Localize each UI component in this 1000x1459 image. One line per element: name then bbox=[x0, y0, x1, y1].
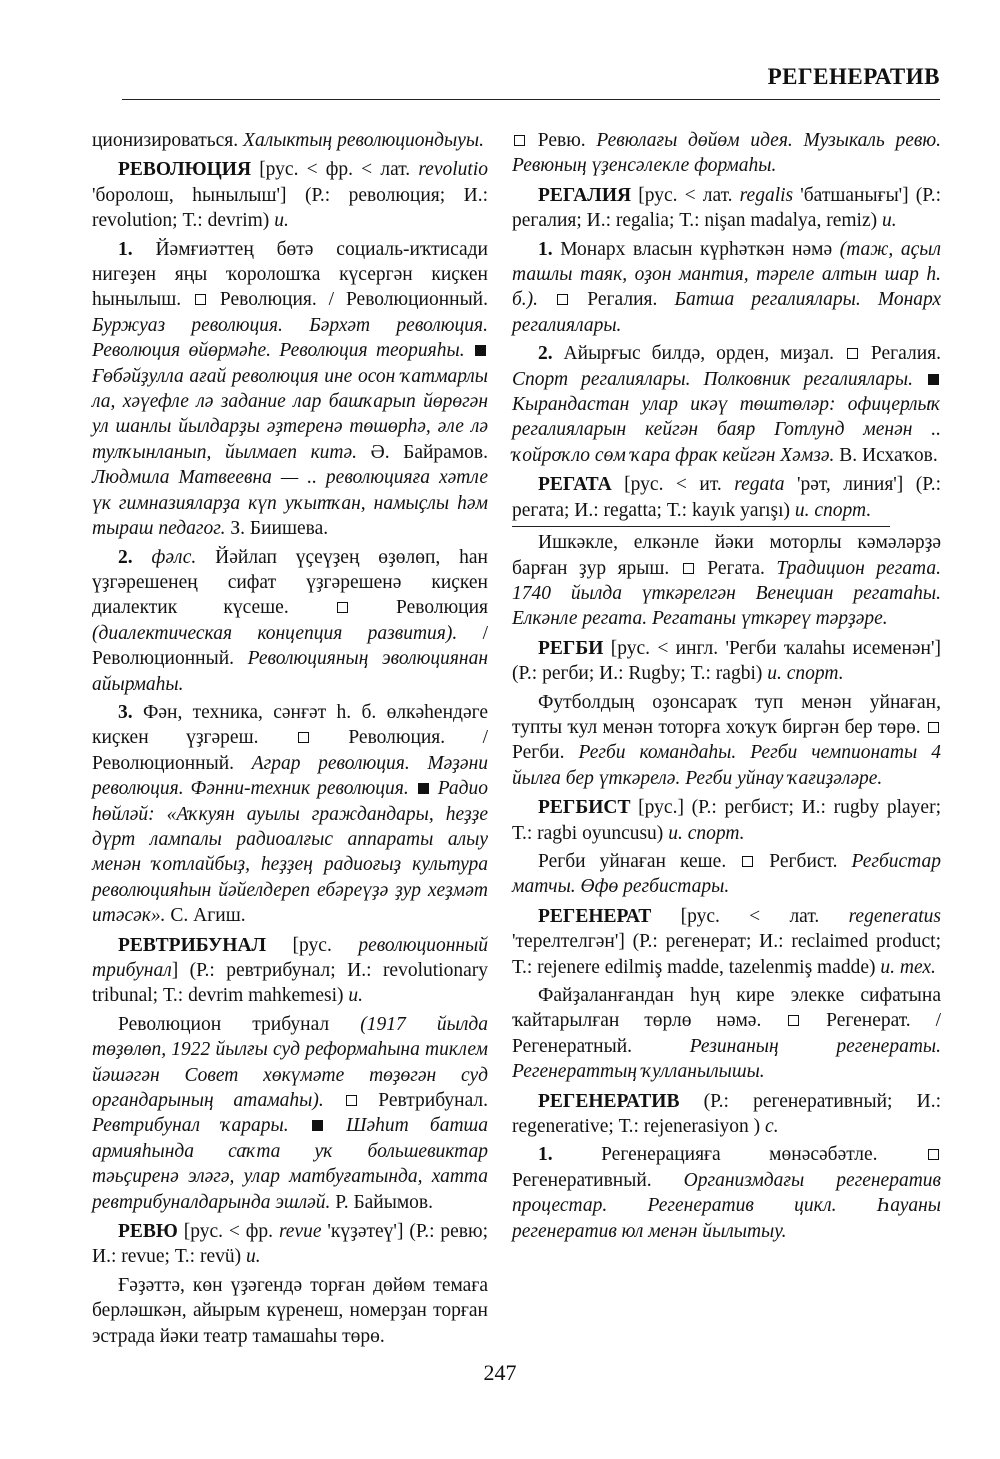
russian-equivalent: Регбист. bbox=[755, 850, 852, 872]
entry-rugbyist bbox=[512, 795, 941, 846]
entry-revolution bbox=[92, 157, 488, 233]
quote-author: З. Биишева. bbox=[225, 518, 329, 540]
sense-number: 1. bbox=[538, 1144, 553, 1166]
square-icon bbox=[683, 563, 694, 574]
domain-label: фәлс. bbox=[132, 546, 197, 568]
quotation: Радио һөйләй: «Аҡкуян ауылы граждандары, һеҙҙе дүрт лампалы радиоалғыс аппараты алыу менән ҡотлайбыҙ, һеҙҙең радиоғыҙ культура революцияһын йәйелдереп ебәреүҙә ҙур хеҙмәт итәсәк». bbox=[92, 778, 489, 927]
pos-label: и. спорт. bbox=[767, 663, 844, 685]
square-icon bbox=[847, 348, 858, 359]
etymology: [рус. bbox=[266, 934, 359, 956]
square-icon bbox=[346, 1095, 357, 1106]
quote-author: В. Исхаҡов. bbox=[834, 444, 938, 466]
square-icon bbox=[928, 722, 939, 733]
entry-regenerat bbox=[512, 904, 941, 980]
sense-1 bbox=[512, 237, 941, 339]
filled-square-icon bbox=[475, 345, 486, 356]
examples: Батша регалиялары. Монарх регалиялары. bbox=[512, 289, 942, 336]
etymon: революционный трибунал bbox=[92, 934, 488, 981]
pos-label: и. спорт. bbox=[668, 822, 745, 844]
etymology: [рус. < лат. bbox=[631, 184, 740, 206]
right-column bbox=[512, 128, 941, 1244]
entry-regenerative bbox=[512, 1089, 941, 1140]
page-number: 247 bbox=[483, 1360, 517, 1385]
definition: Файҙаланғандан һуң кире элекке сифатына ҡайтарылған төрлө нәмә. bbox=[512, 985, 941, 1032]
headword: РЕГЕНЕРАТ bbox=[538, 905, 652, 927]
definition: Революцион трибунал bbox=[118, 1013, 361, 1035]
etymon: revolutio bbox=[418, 159, 488, 181]
sense-1 bbox=[92, 237, 488, 542]
etymology: 'терелтелгән'] (Р.: регенерат; И.: reclaimed product; Т.: rejenere edilmiş madde, tazelenmiş madde) bbox=[512, 931, 941, 978]
examples: Буржуаз революция. Бәрхәт революция. Революция өйөрмәһе. Революция теорияһы. bbox=[92, 314, 488, 362]
russian-equivalent: Революция bbox=[349, 597, 488, 619]
filled-square-icon bbox=[312, 1120, 323, 1131]
definition: Йәйлап үҫеүҙең өҙөлөп, һан үҙгәрешенең сифат үҙгәрешенә киҫкен диалектик күсеше. bbox=[92, 546, 488, 619]
etymology: 'рәт, линия'] (Р.: регата; И.: regatta; Т.: kayık yarışı) bbox=[512, 474, 941, 521]
definition: Айырғыс билдә, орден, миҙал. bbox=[552, 343, 845, 365]
pos-label: и. bbox=[348, 985, 363, 1007]
square-icon bbox=[788, 1015, 799, 1026]
filled-square-icon bbox=[928, 374, 939, 385]
definition: Монарх власын күрһәткән нәмә bbox=[552, 238, 840, 260]
filled-square-icon bbox=[418, 783, 429, 794]
examples: Ревюлағы дөйөм идея. Музыкаль ревю. Ревюның үҙенсәлекле формаһы. bbox=[512, 130, 941, 177]
gloss: (диалектическая концепция развития). bbox=[92, 622, 458, 644]
etymology: 'боролош, һынылыш'] (Р.: революция; И.: revolution; Т.: devrim) bbox=[92, 184, 488, 232]
square-icon bbox=[298, 732, 309, 743]
square-icon bbox=[195, 294, 206, 305]
russian-equivalent: Регби. bbox=[512, 742, 579, 764]
etymology: ] (Р.: ревтрибунал; И.: revolutionary tribunal; Т.: devrim mahkemesi) bbox=[92, 960, 488, 1007]
etymon: regata bbox=[734, 474, 785, 496]
examples: Революцияның эволюциянан айырмаһы. bbox=[92, 648, 489, 695]
quotation: Шәһит батша армияһында саҡта уҡ большевиктар тәьҫиренә эләгә, улар матбуғатында, хатта ревтрибуналдарында эшләй. bbox=[92, 1115, 489, 1213]
entry-continuation bbox=[92, 128, 488, 153]
etymology: 'күҙәтеү'] (Р.: ревю; И.: revue; Т.: revü) bbox=[92, 1221, 488, 1268]
pos-label: и. bbox=[274, 210, 289, 232]
definition-paragraph bbox=[92, 1012, 488, 1215]
etymon: regeneratus bbox=[848, 905, 941, 927]
definition-paragraph bbox=[512, 983, 941, 1085]
sense-1 bbox=[512, 1142, 941, 1244]
etymon: regalis bbox=[739, 184, 794, 206]
sense-number: 2. bbox=[538, 343, 553, 365]
definition-paragraph bbox=[512, 530, 941, 632]
russian-equivalent: Регалия. bbox=[859, 343, 941, 365]
etymology: 'батшанығы'] (Р.: регалия; И.: regalia; Т.: nişan madalya, remiz) bbox=[512, 184, 941, 232]
definition-paragraph bbox=[92, 1273, 488, 1349]
definition-paragraph bbox=[512, 849, 941, 900]
gloss: (таж, аҫыл ташлы таяк, оҙон мантия, тәреле алтын шар һ. б.). bbox=[512, 238, 941, 311]
sense-number: 2. bbox=[118, 546, 133, 568]
left-column bbox=[92, 128, 488, 1349]
entry-revue bbox=[92, 1219, 488, 1270]
quotation: Кырандастан улар икәү төштөләр: офицерлыҡ регалияларын кейгән баяр Готлунд менән .. ҡойроҡло сөм ҡара фрак кейгән Хәмзә. bbox=[512, 394, 941, 466]
russian-equivalent: Ревтрибунал. bbox=[358, 1090, 488, 1112]
entry-continuation bbox=[512, 128, 941, 179]
definition-paragraph bbox=[512, 690, 941, 792]
quote-author: Р. Байымов. bbox=[330, 1191, 434, 1213]
etymology: [рус. < ингл. 'Регби ҡалаһы исеменән'] (Р.: регби; И.: Rugby; Т.: ragbi) bbox=[512, 637, 941, 685]
headword: РЕГБИСТ bbox=[538, 797, 631, 819]
russian-equivalent: Регенерат. / Регенератный. bbox=[512, 1010, 941, 1057]
definition: Фән, техника, сәнғәт һ. б. өлкәһендәге киҫкен үҙгәреш. bbox=[92, 701, 488, 749]
examples: Регбистар матчы. Өфө регбистары. bbox=[512, 850, 942, 898]
entry-rule bbox=[512, 526, 890, 527]
headword: РЕВТРИБУНАЛ bbox=[118, 934, 267, 956]
quote-author: С. Агиш. bbox=[165, 905, 246, 927]
pos-label: и. спорт. bbox=[794, 499, 872, 521]
examples: Регби командаһы. Регби чемпионаты 4 йылға бер үткәрелә. Регби уйнау ҡағиҙәләре. bbox=[512, 742, 941, 789]
sense-2 bbox=[512, 341, 941, 468]
square-icon bbox=[928, 1149, 939, 1160]
examples: Аграр революция. Мәҙәни революция. Фәнни-техник революция. bbox=[92, 752, 488, 800]
russian-equivalent: Революция. / Революционный. bbox=[208, 289, 488, 311]
quotation: Ғөбәйҙулла ағай революция ине осон ҡатмарлы ла, хәүефле лә задание лар башҡарып йөрөгән ул шанлы йылдарҙы әҙтеренә төшөрһә, әле лә тулҡынланып, йылмаеп китә. bbox=[92, 365, 488, 463]
sense-number: 1. bbox=[538, 238, 553, 260]
entry-rugby bbox=[512, 636, 941, 687]
definition: Ғәҙәттә, көн үҙәгендә торған дөйөм темаға берләшкән, айырым күренеш, номерҙан торған эстрада йәки театр тамашаһы төрө. bbox=[92, 1274, 488, 1347]
sense-3 bbox=[92, 700, 488, 929]
etymology: [рус. < лат. bbox=[651, 905, 849, 927]
square-icon bbox=[337, 602, 348, 613]
russian-equivalent: Ревю. bbox=[527, 130, 597, 151]
entry-regalia bbox=[512, 183, 941, 234]
pos-label: с. bbox=[765, 1116, 779, 1138]
sense-number: 3. bbox=[118, 701, 133, 723]
quote-author: Ә. Байрамов. bbox=[357, 441, 489, 463]
headword: РЕГЕНЕРАТИВ bbox=[538, 1090, 680, 1112]
example: Халыктың революциондыуы. bbox=[243, 130, 484, 151]
square-icon bbox=[742, 856, 753, 867]
sense-2 bbox=[92, 545, 488, 697]
examples: Организмдағы регенератив процестар. Регенератив цикл. Һауаны регенератив юл менән йылытыу. bbox=[512, 1169, 941, 1242]
russian-equivalent: / Революционный. bbox=[92, 622, 488, 670]
header-rule bbox=[122, 99, 940, 100]
headword: РЕГАТА bbox=[538, 474, 612, 496]
headword: РЕГАЛИЯ bbox=[538, 184, 632, 206]
pos-label: и. bbox=[881, 210, 897, 232]
etymology: (Р.: регенеративный; И.: regenerative; Т.: rejenerasiyon ) bbox=[512, 1090, 941, 1138]
definition: Футболдың оҙонсараҡ туп менән уйнаған, тупты ҡул менән тоторға хоҡуҡ биргән бер төрө. bbox=[512, 691, 941, 738]
definition: Йәмғиәттең бөтә социаль-иҡтисади нигеҙен яңы ҡоролошҡа күсергән киҫкен һынылыш. bbox=[92, 238, 488, 311]
russian-equivalent: Регенеративный. bbox=[512, 1169, 684, 1191]
pos-label: и. bbox=[246, 1246, 261, 1268]
russian-equivalent: Регата. bbox=[695, 557, 777, 579]
definition: Регби уйнаған кеше. bbox=[538, 850, 741, 872]
etymon: revue bbox=[278, 1221, 322, 1243]
examples: Резинаның регенераты. Регенераттың ҡулланылышы. bbox=[512, 1035, 941, 1083]
russian-equivalent: Регалия. bbox=[570, 289, 675, 311]
pos-label: и. тех. bbox=[880, 956, 936, 978]
sense-number: 1. bbox=[118, 238, 133, 260]
russian-equivalent: Революция. / Революционный. bbox=[92, 727, 488, 774]
gloss: (1917 йылда төҙөлөп, 1922 йылғы суд реформаһына тиклем йәшәгән Совет хөкүмәте төҙөгән суд органдарының атамаһы). bbox=[92, 1013, 488, 1112]
etymology: [рус. < фр. bbox=[177, 1221, 279, 1243]
examples: Спорт регалиялары. Полковник регалиялары. bbox=[512, 368, 913, 390]
definition: Регенерацияға мөнәсәбәтле. bbox=[552, 1144, 926, 1166]
headword: РЕВЮ bbox=[118, 1221, 178, 1243]
etymology: [рус.] (Р.: регбист; И.: rugby player; Т.: ragbi oyuncusu) bbox=[512, 797, 941, 844]
headword: РЕВОЛЮЦИЯ bbox=[118, 159, 252, 181]
entry-revtribunal bbox=[92, 933, 488, 1009]
entry-regatta bbox=[512, 472, 941, 523]
text: ционизироваться. bbox=[92, 130, 244, 151]
running-head: РЕГЕНЕРАТИВ bbox=[767, 64, 940, 89]
quotation: Людмила Матвеевна — .. революцияға хәтле үк гимназияларҙа күп уҡытҡан, намыҫлы һәм тыраш педагог. bbox=[92, 467, 488, 540]
square-icon bbox=[514, 135, 525, 146]
examples: Ревтрибунал ҡарары. bbox=[92, 1115, 289, 1137]
headword: РЕГБИ bbox=[538, 637, 604, 659]
etymology: [рус. < фр. < лат. bbox=[251, 159, 419, 181]
etymology: [рус. < ит. bbox=[611, 474, 735, 496]
examples: Традицион регата. 1740 йылда үткәрелгән Венециан регатаһы. Елкәнле регата. Регатаны үткәреү тәрҙәре. bbox=[512, 557, 941, 630]
definition: Ишкәкле, елкәнле йәки моторлы кәмәләрҙә барған ҙур ярыш. bbox=[512, 532, 941, 579]
square-icon bbox=[557, 294, 568, 305]
